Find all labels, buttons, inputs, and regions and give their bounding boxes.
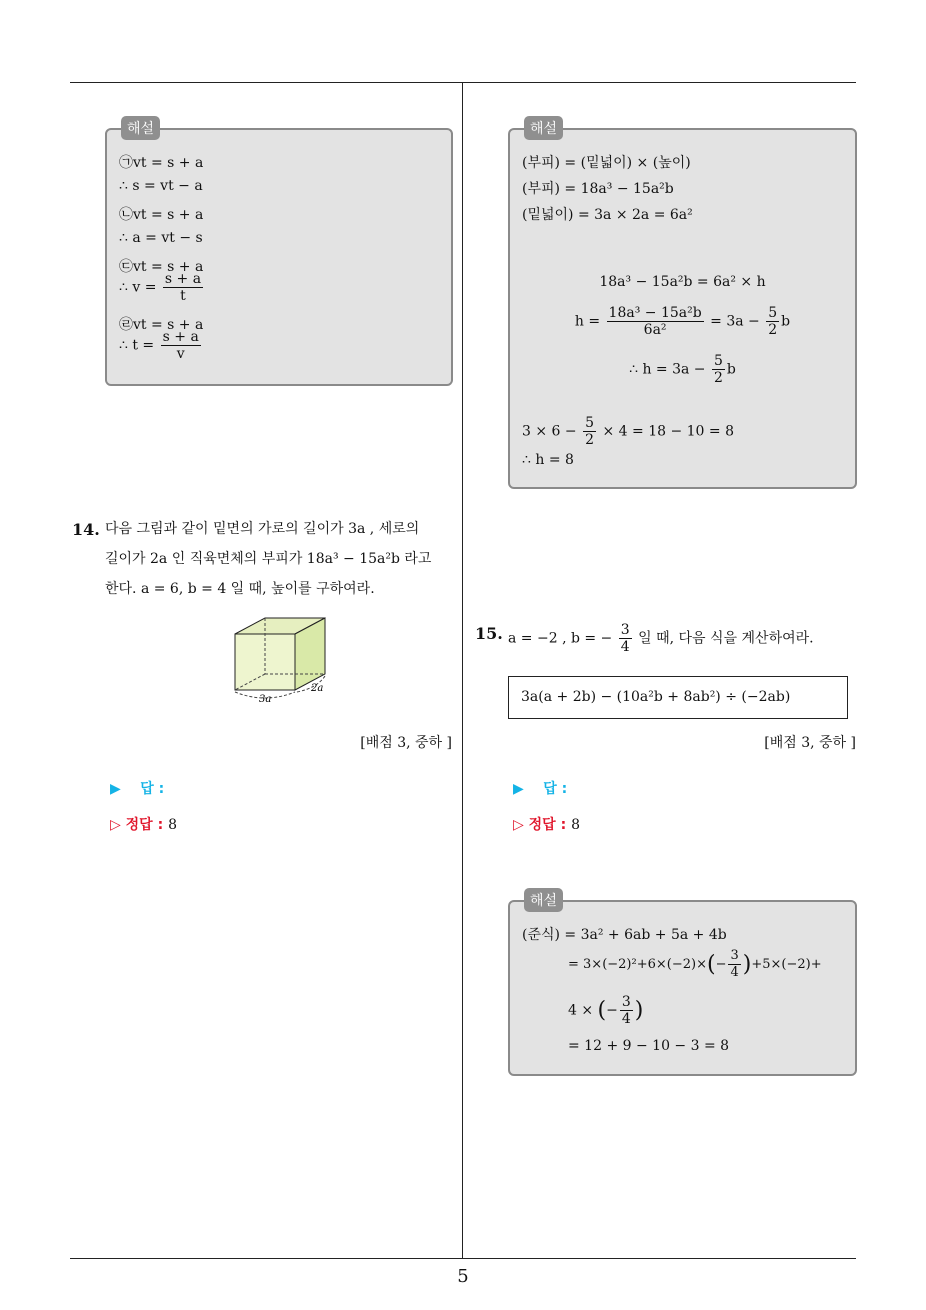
numerator: 5: [714, 353, 723, 369]
solution-line: (밑넓이) = 3a × 2a = 6a²: [522, 207, 693, 223]
math-text: = 3×(−2)²+6×(−2)×: [568, 957, 707, 972]
math-text: h =: [574, 313, 601, 330]
solution-line: (부피) = 18a³ − 15a²b: [522, 181, 674, 197]
math-text: ∴ t =: [119, 337, 155, 354]
solution-tag: 해설: [524, 888, 563, 912]
solution-box-14: [508, 121, 857, 489]
top-rule: [70, 82, 856, 83]
solution-line-fraction: [119, 271, 205, 304]
width-label: 3a: [259, 694, 272, 705]
denominator: 2: [585, 432, 595, 448]
score-label: [배점 3, 중하 ]: [360, 735, 452, 751]
score-label: [배점 3, 중하 ]: [764, 735, 856, 751]
denominator: 4: [730, 965, 739, 980]
solution-tag: 해설: [524, 116, 563, 140]
solution-line: ㉠vt = s + a: [119, 155, 204, 171]
fraction: [766, 305, 779, 338]
numerator: 3: [620, 622, 630, 638]
solution-centered-fraction: [510, 305, 855, 338]
solution-centered-fraction: [510, 353, 855, 386]
math-text: b: [781, 313, 791, 330]
play-icon: ▶: [513, 781, 524, 797]
question-line: 일 때, 다음 식을 계산하여라.: [638, 630, 814, 647]
question-text: [105, 514, 431, 604]
denominator: 2: [768, 322, 778, 338]
column-divider: [462, 82, 463, 1258]
answer-row: [513, 778, 567, 798]
solution-line: ㉡vt = s + a: [119, 207, 204, 223]
answer-row: [110, 778, 164, 798]
numerator: 18a³ − 15a²b: [608, 305, 702, 321]
math-text: 4 ×: [568, 1002, 594, 1019]
fraction: [607, 305, 704, 338]
play-icon: ▶: [110, 781, 121, 797]
question-line: 다음 그림과 같이 밑면의 가로의 길이가 3a , 세로의: [105, 521, 420, 537]
solution-line-fraction: [119, 329, 203, 362]
play-outline-icon: ▷: [110, 817, 121, 833]
fraction: [619, 622, 632, 655]
numerator: 3: [730, 948, 739, 963]
math-text: b: [726, 361, 736, 378]
solution-line: ㉣vt = s + a: [119, 317, 204, 333]
depth-label: 2a: [311, 683, 324, 694]
page-number: 5: [457, 1266, 469, 1287]
solution-centered-line: 18a³ − 15a²b = 6a² × h: [599, 274, 766, 290]
denominator: 6a²: [643, 322, 667, 338]
correct-answer-row: [110, 814, 177, 834]
denominator: v: [176, 346, 185, 362]
solution-tag: 해설: [121, 116, 160, 140]
question-line: 길이가 2a 인 직육면체의 부피가 18a³ − 15a²b 라고: [105, 551, 432, 567]
fraction: [163, 271, 203, 304]
answer-label: 답 :: [140, 781, 165, 797]
correct-value: 8: [571, 817, 580, 833]
solution-line: ∴ a = vt − s: [119, 230, 203, 246]
question-text: [508, 622, 814, 655]
solution-line-fraction: 4 × (− $\frac{3}{4}$ ): [568, 994, 644, 1027]
correct-value: 8: [168, 817, 177, 833]
solution-line-fraction: [522, 415, 734, 448]
correct-label: 정답 :: [528, 817, 567, 833]
numerator: s + a: [164, 271, 202, 287]
solution-line: (부피) = (밑넓이) × (높이): [522, 155, 691, 171]
denominator: 4: [621, 1011, 631, 1027]
math-text: 3 × 6 −: [522, 423, 577, 440]
solution-line: ∴ s = vt − a: [119, 178, 203, 194]
correct-answer-row: [513, 814, 580, 834]
fraction: [620, 994, 633, 1027]
math-text: × 4 = 18 − 10 = 8: [602, 423, 734, 440]
fraction: [161, 329, 201, 362]
cuboid-figure: [225, 612, 337, 706]
math-text: = 3a −: [710, 313, 760, 330]
fraction: [712, 353, 725, 386]
solution-line: ∴ h = 8: [522, 452, 574, 468]
denominator: 4: [620, 639, 630, 655]
play-outline-icon: ▷: [513, 817, 524, 833]
question-number: 14.: [72, 520, 100, 539]
numerator: s + a: [162, 329, 199, 345]
solution-line: ㉢vt = s + a: [119, 259, 204, 275]
expression-box: 3a(a + 2b) − (10a²b + 8ab²) ÷ (−2ab): [508, 676, 848, 719]
math-text: ∴ v =: [119, 279, 157, 296]
solution-line: (준식) = 3a² + 6ab + 5a + 4b: [522, 927, 727, 943]
solution-box-15: [508, 893, 857, 1076]
question-number: 15.: [475, 624, 503, 643]
question-line: 한다. a = 6, b = 4 일 때, 높이를 구하여라.: [105, 581, 375, 597]
math-text: a = −2 , b = −: [508, 630, 613, 647]
answer-label: 답 :: [543, 781, 568, 797]
denominator: t: [180, 288, 186, 304]
fraction: [728, 948, 740, 981]
numerator: 5: [768, 305, 778, 321]
solution-line-fraction: = 3×(−2)²+6×(−2)×(− $\frac{3}{4}$ )+5×(−2)+: [568, 948, 822, 980]
correct-label: 정답 :: [125, 817, 164, 833]
numerator: 5: [585, 415, 595, 431]
solution-line: = 12 + 9 − 10 − 3 = 8: [568, 1038, 730, 1054]
cuboid-front-face: [235, 634, 295, 690]
denominator: 2: [714, 370, 723, 386]
math-text: ∴ h = 3a −: [629, 361, 706, 378]
bottom-rule: [70, 1258, 856, 1259]
solution-box-prev: [105, 121, 453, 386]
numerator: 3: [621, 994, 631, 1010]
fraction: [583, 415, 596, 448]
math-text: +5×(−2)+: [751, 957, 822, 972]
